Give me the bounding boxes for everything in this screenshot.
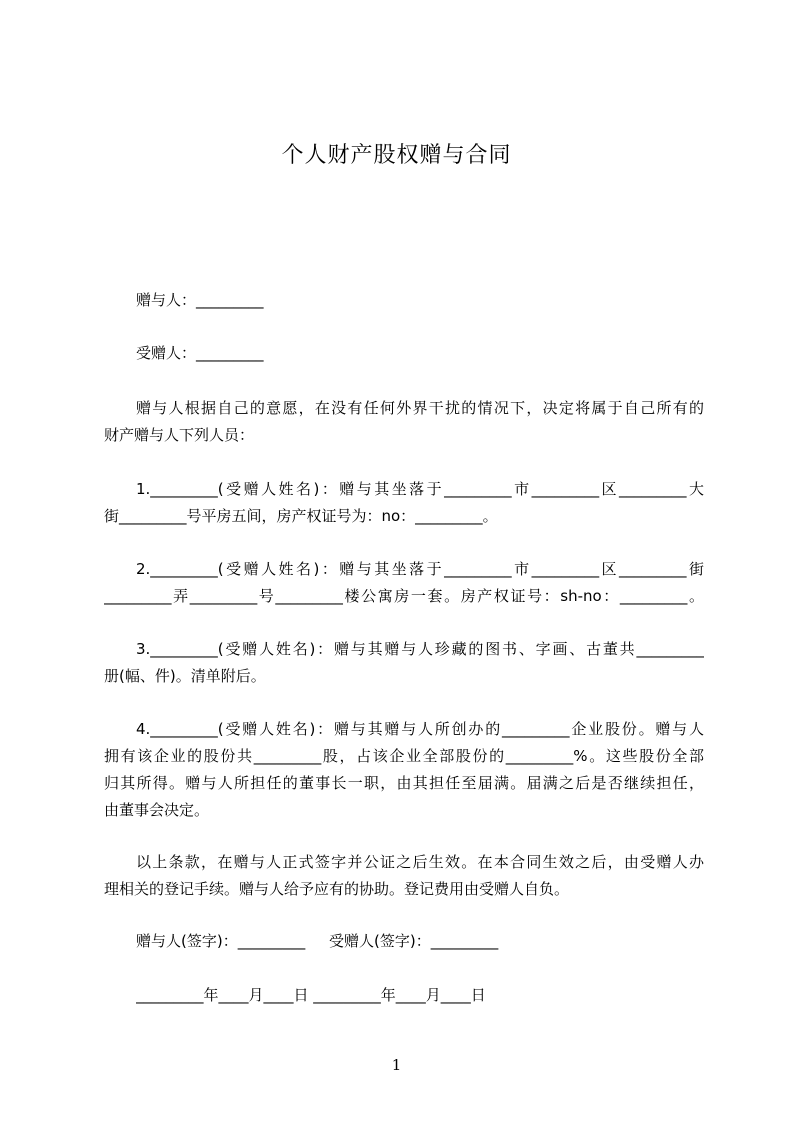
donor-line: 赠与人：_________	[136, 291, 264, 309]
item-3-line-1: 3._________(受赠人姓名)：赠与其赠与人珍藏的图书、字画、古董共_________	[136, 640, 704, 658]
donee-line: 受赠人：_________	[136, 344, 264, 362]
intro-line-1: 赠与人根据自己的意愿，在没有任何外界干扰的情况下，决定将属于自己所有的	[136, 399, 704, 417]
date-line: _________年____月____日 _________年____月____日	[136, 986, 486, 1004]
closing-line-1: 以上条款，在赠与人正式签字并公证之后生效。在本合同生效之后，由受赠人办	[136, 853, 704, 871]
page-number: 1	[391, 1056, 402, 1074]
intro-line-2: 财产赠与人下列人员：	[104, 426, 255, 444]
closing-line-2: 理相关的登记手续。赠与人给予应有的协助。登记费用由受赠人自负。	[104, 880, 570, 898]
item-3-line-2: 册(幅、件)。清单附后。	[104, 667, 266, 685]
item-4-line-1: 4._________(受赠人姓名)：赠与其赠与人所创办的_________企业股份。赠与人	[136, 720, 704, 738]
item-2-line-2: _________弄_________号_________楼公寓房一套。房产权证号：sh-no：_________。	[104, 587, 704, 605]
item-4-line-3: 归其所得。赠与人所担任的董事长一职，由其担任至届满。届满之后是否继续担任，	[104, 774, 704, 792]
item-4-line-4: 由董事会决定。	[104, 801, 210, 819]
document-title: 个人财产股权赠与合同	[281, 143, 512, 168]
signature-line: 赠与人(签字)：_________ 受赠人(签字)：_________	[136, 932, 499, 950]
item-1-line-1: 1._________(受赠人姓名)：赠与其坐落于_________市_________区_________大	[136, 480, 704, 498]
item-1-line-2: 街_________号平房五间，房产权证号为：no：_________。	[104, 507, 498, 525]
item-2-line-1: 2._________(受赠人姓名)：赠与其坐落于_________市_________区_________街	[136, 560, 704, 578]
item-4-line-2: 拥有该企业的股份共_________股，占该企业全部股份的_________%。这些股份全部	[104, 747, 704, 765]
